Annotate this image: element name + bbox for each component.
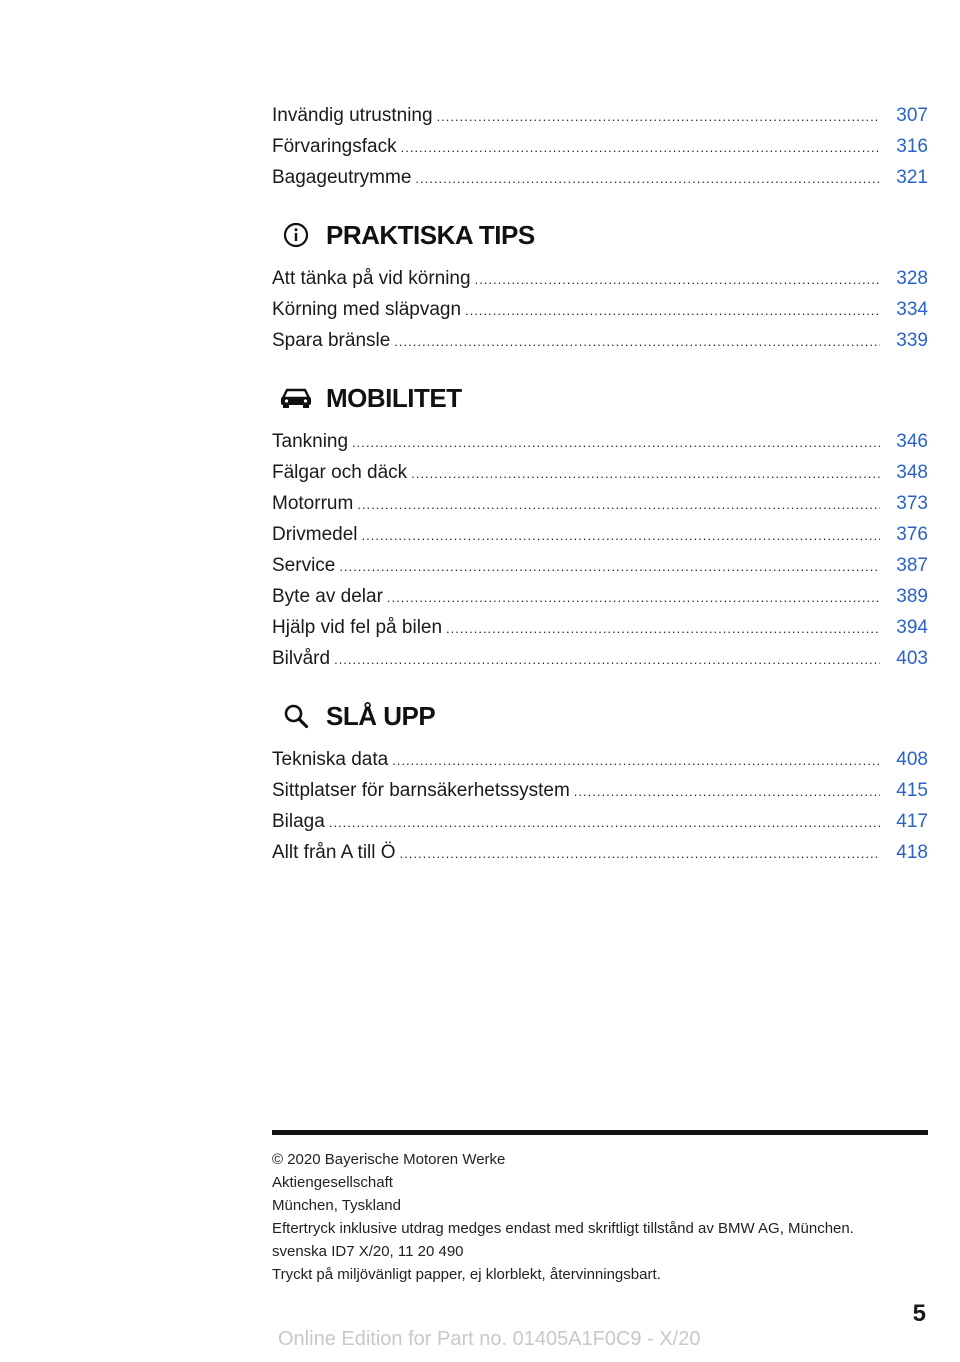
toc-entry[interactable] xyxy=(272,519,928,550)
toc-page-link[interactable]: 403 xyxy=(896,648,928,669)
toc-entry-title: Tekniska data xyxy=(272,749,389,770)
toc-entry-title: Service xyxy=(272,555,336,576)
leader-dots xyxy=(437,101,880,132)
toc-entry-title: Tankning xyxy=(272,431,349,452)
toc-page-link[interactable]: 373 xyxy=(896,493,928,514)
toc-page-link[interactable]: 328 xyxy=(896,268,928,289)
leader-dots xyxy=(352,427,880,458)
toc-page-link[interactable]: 389 xyxy=(896,586,928,607)
toc-page-link[interactable]: 348 xyxy=(896,462,928,483)
search-icon xyxy=(276,701,316,731)
toc-page-link[interactable]: 346 xyxy=(896,431,928,452)
toc-entry-title: Bilvård xyxy=(272,648,331,669)
imprint xyxy=(272,1148,932,1286)
toc-entry-title: Spara bränsle xyxy=(272,330,391,351)
section-title: PRAKTISKA TIPS xyxy=(326,219,535,250)
toc-page-link[interactable]: 394 xyxy=(896,617,928,638)
toc-entry[interactable] xyxy=(272,550,928,581)
toc-entry[interactable] xyxy=(272,581,928,612)
imprint-line: Tryckt på miljövänligt papper, ej klorblekt, återvinningsbart. xyxy=(272,1266,661,1283)
leader-dots xyxy=(446,613,880,644)
leader-dots xyxy=(357,489,880,520)
toc-page-link[interactable]: 339 xyxy=(896,330,928,351)
toc-entry[interactable] xyxy=(272,744,928,775)
toc-entry[interactable] xyxy=(272,100,928,131)
toc-entry-title: Invändig utrustning xyxy=(272,105,433,126)
toc-entry-title: Bilaga xyxy=(272,811,325,832)
leader-dots xyxy=(411,458,880,489)
leader-dots xyxy=(334,644,880,675)
toc-entry[interactable] xyxy=(272,325,928,356)
toc-entry[interactable] xyxy=(272,294,928,325)
toc-entry-title: Byte av delar xyxy=(272,586,383,607)
leader-dots xyxy=(401,132,880,163)
toc-entry-title: Allt från A till Ö xyxy=(272,842,396,863)
toc-entry-title: Bagageutrymme xyxy=(272,167,412,188)
toc-entry-title: Hjälp vid fel på bilen xyxy=(272,617,443,638)
leader-dots xyxy=(394,326,880,357)
imprint-line: © 2020 Bayerische Motoren Werke xyxy=(272,1151,506,1168)
toc-entry[interactable] xyxy=(272,775,928,806)
toc-entry-title: Fälgar och däck xyxy=(272,462,408,483)
section-title: SLÅ UPP xyxy=(326,700,436,731)
imprint-line: München, Tyskland xyxy=(272,1197,401,1214)
section-title: MOBILITET xyxy=(326,382,462,413)
toc-page-link[interactable]: 387 xyxy=(896,555,928,576)
toc-entry[interactable] xyxy=(272,263,928,294)
toc-page-link[interactable]: 376 xyxy=(896,524,928,545)
table-of-contents xyxy=(272,100,928,868)
toc-page-link[interactable]: 316 xyxy=(896,136,928,157)
leader-dots xyxy=(574,776,880,807)
toc-entry-title: Motorrum xyxy=(272,493,354,514)
toc-entry[interactable] xyxy=(272,488,928,519)
leader-dots xyxy=(392,745,880,776)
toc-entry-title: Körning med släpvagn xyxy=(272,299,462,320)
toc-page-link[interactable]: 334 xyxy=(896,299,928,320)
toc-entry-title: Drivmedel xyxy=(272,524,358,545)
toc-entry-title: Sittplatser för barnsäkerhetssystem xyxy=(272,780,570,801)
toc-entry[interactable] xyxy=(272,806,928,837)
info-icon xyxy=(276,220,316,250)
leader-dots xyxy=(400,838,880,869)
leader-dots xyxy=(465,295,880,326)
toc-page-link[interactable]: 307 xyxy=(896,105,928,126)
toc-entry-title: Att tänka på vid körning xyxy=(272,268,471,289)
imprint-line: Eftertryck inklusive utdrag medges endast med skriftligt tillstånd av BMW AG, München. xyxy=(272,1220,854,1237)
section-heading-mobilitet xyxy=(272,380,928,416)
imprint-line: Aktiengesellschaft xyxy=(272,1174,393,1191)
toc-entry[interactable] xyxy=(272,131,928,162)
toc-entry[interactable] xyxy=(272,643,928,674)
leader-dots xyxy=(362,520,880,551)
toc-page-link[interactable]: 417 xyxy=(896,811,928,832)
watermark: Online Edition for Part no. 01405A1F0C9 - X/20 xyxy=(278,1328,701,1350)
page-number: 5 xyxy=(912,1300,926,1327)
footer-divider xyxy=(272,1130,928,1135)
toc-page-link[interactable]: 321 xyxy=(896,167,928,188)
leader-dots xyxy=(387,582,880,613)
leader-dots xyxy=(329,807,880,838)
toc-page-link[interactable]: 418 xyxy=(896,842,928,863)
toc-page-link[interactable]: 408 xyxy=(896,749,928,770)
toc-entry[interactable] xyxy=(272,426,928,457)
toc-entry[interactable] xyxy=(272,162,928,193)
toc-entry[interactable] xyxy=(272,837,928,868)
imprint-line: svenska ID7 X/20, 11 20 490 xyxy=(272,1243,464,1260)
section-heading-sla-upp xyxy=(272,698,928,734)
leader-dots xyxy=(415,163,880,194)
toc-page-link[interactable]: 415 xyxy=(896,780,928,801)
leader-dots xyxy=(475,264,880,295)
toc-entry[interactable] xyxy=(272,612,928,643)
toc-entry[interactable] xyxy=(272,457,928,488)
toc-entry-title: Förvaringsfack xyxy=(272,136,397,157)
car-icon xyxy=(276,383,316,413)
leader-dots xyxy=(339,551,880,582)
section-heading-praktiska-tips xyxy=(272,217,928,253)
